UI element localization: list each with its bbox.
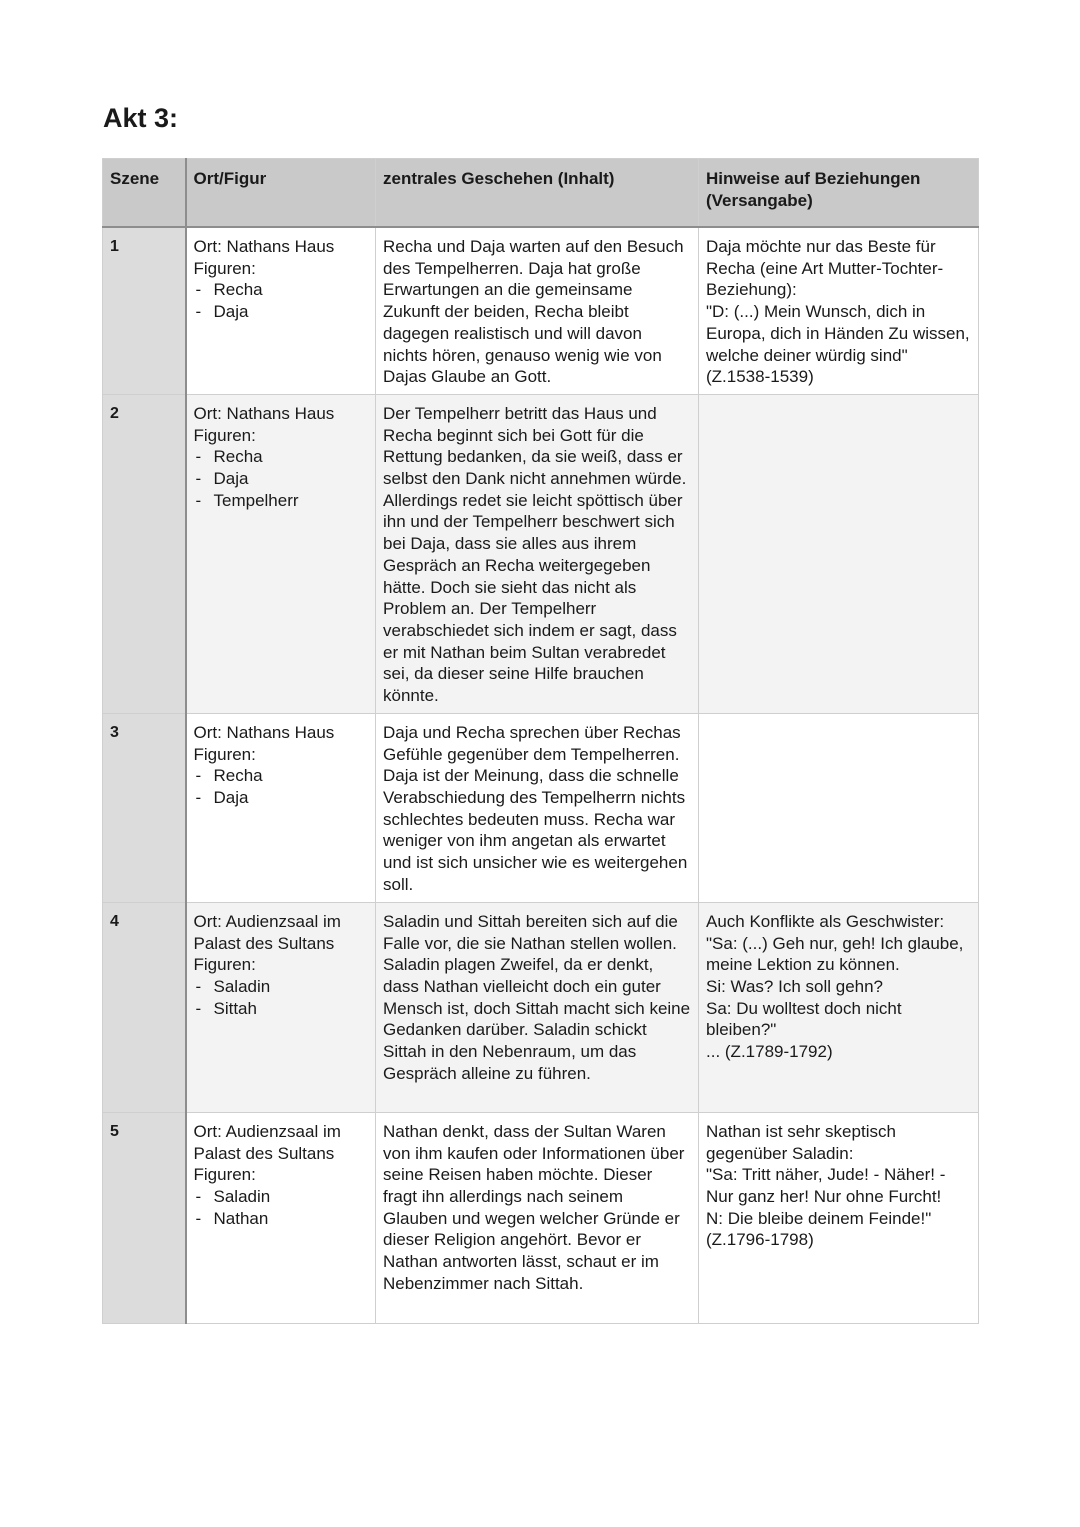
scene-number: 2 — [103, 394, 186, 713]
header-relations: Hinweise auf Beziehungen (Versangabe) — [699, 159, 979, 228]
relations-cell — [699, 394, 979, 713]
list-item — [194, 468, 369, 490]
content-text: Recha und Daja warten auf den Besuch des Tempelherren. Daja hat große Erwartungen an die gemeinsame Zukunft der beiden, Recha bleibt dagegen realistisch und will davon nichts hören, genauso wenig wie von Dajas Glaube an Gott. — [383, 237, 684, 387]
list-item — [194, 787, 369, 809]
place-label: Ort: Nathans Haus — [193, 403, 335, 423]
content-cell — [376, 713, 699, 902]
dash-marker: - — [195, 998, 202, 1018]
table-row — [103, 713, 979, 902]
dash-marker: - — [195, 490, 202, 510]
header-place: Ort/Figur — [186, 159, 376, 228]
content-text: Nathan denkt, dass der Sultan Waren von ihm kaufen oder Informationen über seine Reisen haben möchte. Dieser fragt ihn allerdings nach seinem Glauben und wegen welcher Gründe er dieser Religion angehört. Bevor er Nathan antworten lässt, schaut er im Nebenzimmer nach Sittah. — [383, 1121, 685, 1293]
dash-marker: - — [195, 280, 202, 300]
figure-list — [194, 765, 369, 808]
figure-name: Daja — [213, 302, 249, 322]
relations-reference: ... (Z.1789-1792) — [706, 1042, 833, 1062]
header-scene: Szene — [103, 159, 186, 228]
list-item — [194, 279, 369, 301]
content-cell — [376, 394, 699, 713]
scene-number: 5 — [103, 1112, 186, 1323]
figure-name: Recha — [213, 766, 263, 786]
list-item — [194, 765, 369, 787]
relations-quote: N: Die bleibe deinem Feinde!" (Z.1796-1798) — [706, 1208, 932, 1250]
page-title: Akt 3: — [103, 103, 179, 133]
place-cell — [186, 394, 376, 713]
figure-name: Daja — [213, 788, 249, 808]
figures-label: Figuren: — [193, 1165, 256, 1185]
figures-label: Figuren: — [193, 744, 256, 764]
relations-cell — [699, 713, 979, 902]
figure-list — [194, 446, 369, 511]
place-label: Palast des Sultans — [193, 1143, 335, 1163]
figures-label: Figuren: — [193, 425, 256, 445]
dash-marker: - — [195, 1208, 202, 1228]
content-text: Der Tempelherr betritt das Haus und Recha beginnt sich bei Gott für die Rettung bedanken, da sie weiß, dass er selbst den Dank nicht annehmen würde. Allerdings redet sie leicht spöttisch über ihn und der Tempelherr beschwert sich bei Daja, dass sie alles aus ihrem Gespräch an Recha weitergegeben hätte. Doch sie sieht das nicht als Problem an. Der Tempelherr verabschiedet sich indem er sagt, dass er mit Nathan beim Sultan verabredet sei, da dieser seine Hilfe brauchen könnte. — [383, 403, 687, 706]
figures-label: Figuren: — [193, 258, 256, 278]
figure-name: Sittah — [213, 998, 257, 1018]
content-cell — [376, 902, 699, 1112]
dash-marker: - — [195, 469, 202, 489]
figure-list — [194, 279, 369, 322]
dash-marker: - — [195, 1187, 202, 1207]
relations-cell — [699, 902, 979, 1112]
relations-cell — [699, 227, 979, 394]
dash-marker: - — [195, 977, 202, 997]
scene-table — [102, 158, 979, 1324]
list-item — [194, 976, 369, 998]
figure-list — [194, 976, 369, 1019]
place-cell — [186, 713, 376, 902]
content-text: Daja und Recha sprechen über Rechas Gefühle gegenüber dem Tempelherren. Daja ist der Meinung, dass die schnelle Verabschiedung des Tempelherrn nichts schlechtes bedeuten muss. Recha war weniger von ihm angetan als erwartet und ist sich unsicher wie es weitergehen soll. — [383, 722, 688, 894]
figure-name: Saladin — [213, 977, 271, 997]
dash-marker: - — [195, 302, 202, 322]
figure-name: Recha — [213, 447, 263, 467]
table-row — [103, 1112, 979, 1323]
relations-text: Nathan ist sehr skeptisch gegenüber Saladin: — [706, 1121, 896, 1163]
table-header-row — [103, 159, 979, 228]
place-label: Ort: Audienzsaal im — [193, 911, 341, 931]
header-content: zentrales Geschehen (Inhalt) — [376, 159, 699, 228]
scene-number: 1 — [103, 227, 186, 394]
list-item — [194, 490, 369, 512]
figure-name: Recha — [213, 280, 263, 300]
relations-quote: "Sa: (...) Geh nur, geh! Ich glaube, meine Lektion zu können. — [706, 933, 964, 975]
place-cell — [186, 902, 376, 1112]
list-item — [194, 1186, 369, 1208]
relations-text: Daja möchte nur das Beste für Recha (eine Art Mutter-Tochter-Beziehung): — [706, 237, 944, 300]
place-label: Palast des Sultans — [193, 933, 335, 953]
figure-name: Daja — [213, 469, 249, 489]
place-cell — [186, 227, 376, 394]
place-label: Ort: Nathans Haus — [193, 722, 335, 742]
figure-list — [194, 1186, 369, 1229]
relations-cell — [699, 1112, 979, 1323]
list-item — [194, 1208, 369, 1230]
dash-marker: - — [195, 788, 202, 808]
figure-name: Nathan — [213, 1208, 269, 1228]
table-row — [103, 394, 979, 713]
relations-quote: Si: Was? Ich soll gehn? — [706, 977, 884, 997]
place-cell — [186, 1112, 376, 1323]
figure-name: Saladin — [213, 1187, 271, 1207]
relations-quote: Sa: Du wolltest doch nicht bleiben?" — [706, 998, 902, 1040]
list-item — [194, 998, 369, 1020]
list-item — [194, 301, 369, 323]
relations-quote: "Sa: Tritt näher, Jude! - Näher! - Nur ganz her! Nur ohne Furcht! — [706, 1165, 946, 1207]
relations-quote: "D: (...) Mein Wunsch, dich in Europa, dich in Händen Zu wissen, welche deiner würdig sind" (Z.1538-1539) — [706, 302, 970, 387]
place-label: Ort: Nathans Haus — [193, 237, 335, 256]
content-cell — [376, 1112, 699, 1323]
figures-label: Figuren: — [193, 955, 256, 975]
figure-name: Tempelherr — [213, 490, 299, 510]
scene-number: 3 — [103, 713, 186, 902]
table-row — [103, 902, 979, 1112]
dash-marker: - — [195, 447, 202, 467]
relations-text: Auch Konflikte als Geschwister: — [706, 911, 945, 931]
scene-number: 4 — [103, 902, 186, 1112]
dash-marker: - — [195, 766, 202, 786]
list-item — [194, 446, 369, 468]
place-label: Ort: Audienzsaal im — [193, 1121, 341, 1141]
content-text: Saladin und Sittah bereiten sich auf die Falle vor, die sie Nathan stellen wollen. Saladin plagen Zweifel, da er denkt, dass Nathan vielleicht doch ein guter Mensch ist, doch Sittah macht sich keine Gedanken darüber. Saladin schickt Sittah in den Nebenraum, um das Gespräch alleine zu führen. — [383, 911, 691, 1083]
table-row — [103, 227, 979, 394]
content-cell — [376, 227, 699, 394]
